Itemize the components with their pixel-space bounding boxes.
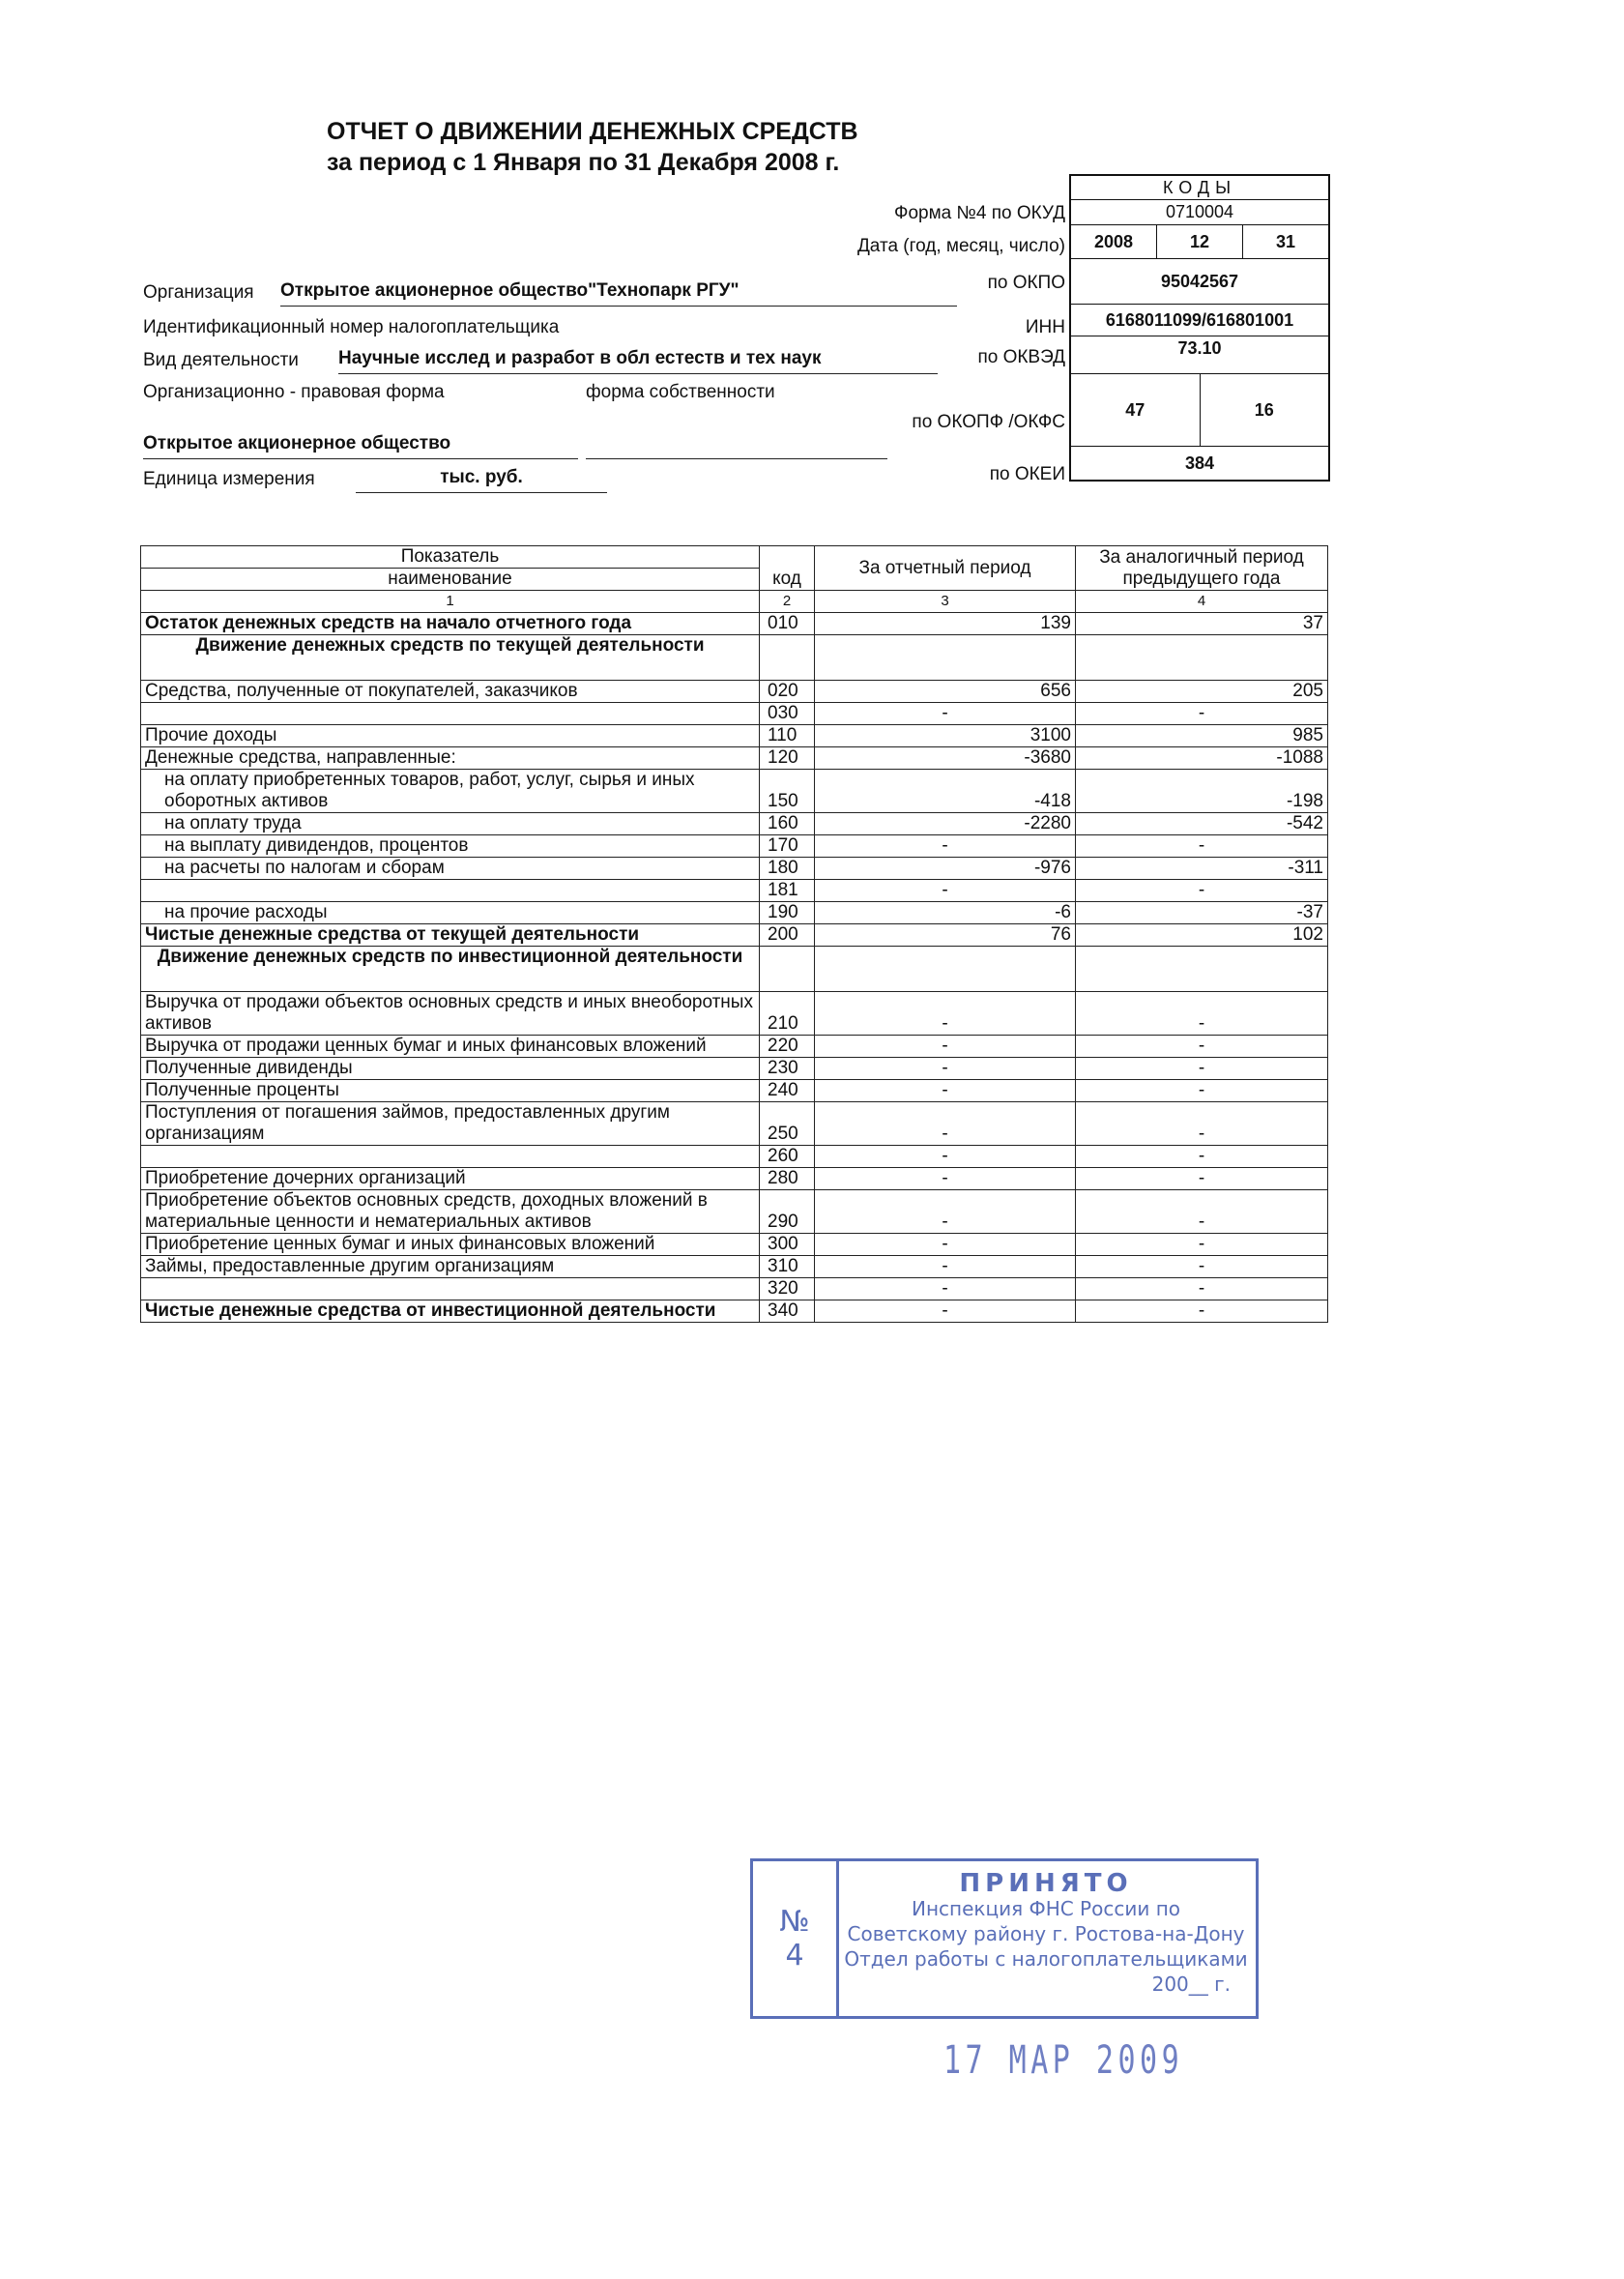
stamp-line-4: Отдел работы с налогоплательщиками <box>844 1947 1248 1971</box>
table-row <box>141 835 1328 858</box>
row-name: Прочие доходы <box>141 725 760 747</box>
row-current-value: - <box>815 1058 1076 1080</box>
date-label: Дата (год, месяц, число) <box>856 236 1065 256</box>
row-code: 190 <box>760 902 815 924</box>
stamp-line-5: 200__ г. <box>1151 1972 1231 1996</box>
row-current-value: - <box>815 1234 1076 1256</box>
row-code: 290 <box>760 1190 815 1234</box>
row-previous-value: - <box>1076 1300 1328 1323</box>
stamp-heading: ПРИНЯТО <box>959 1869 1133 1898</box>
row-current-value: - <box>815 1080 1076 1102</box>
table-row <box>141 1146 1328 1168</box>
row-code: 340 <box>760 1300 815 1323</box>
row-name: Полученные дивиденды <box>141 1058 760 1080</box>
table-row <box>141 880 1328 902</box>
empty-cell <box>815 635 1076 681</box>
row-name: Приобретение объектов основных средств, доходных вложений в материальные ценности и нематериальных активов <box>141 1190 760 1234</box>
row-code: 170 <box>760 835 815 858</box>
row-current-value: -6 <box>815 902 1076 924</box>
received-stamp <box>750 1858 1259 2019</box>
table-row <box>141 703 1328 725</box>
table-row <box>141 902 1328 924</box>
okopf-row <box>1071 374 1328 447</box>
row-name <box>141 880 760 902</box>
row-previous-value: - <box>1076 992 1328 1036</box>
row-name: на оплату приобретенных товаров, работ, услуг, сырья и иных оборотных активов <box>141 770 760 813</box>
row-current-value: 139 <box>815 613 1076 635</box>
row-current-value: - <box>815 1102 1076 1146</box>
row-code: 260 <box>760 1146 815 1168</box>
row-previous-value: 985 <box>1076 725 1328 747</box>
row-code: 010 <box>760 613 815 635</box>
row-previous-value: - <box>1076 1058 1328 1080</box>
stamp-no-sign: № <box>779 1905 810 1939</box>
table-row <box>141 681 1328 703</box>
table-row <box>141 1036 1328 1058</box>
row-name: Выручка от продажи ценных бумаг и иных финансовых вложений <box>141 1036 760 1058</box>
row-previous-value: -1088 <box>1076 747 1328 770</box>
table-row <box>141 1058 1328 1080</box>
row-name <box>141 1278 760 1300</box>
legal-form-value: Открытое акционерное общество <box>143 433 578 459</box>
date-month: 12 <box>1156 225 1242 258</box>
table-row <box>141 1256 1328 1278</box>
org-value: Открытое акционерное общество"Технопарк РГУ" <box>280 280 957 307</box>
row-current-value: - <box>815 880 1076 902</box>
table-row <box>141 635 1328 681</box>
header-indicator: Показатель <box>141 546 760 569</box>
row-current-value: -2280 <box>815 813 1076 835</box>
row-code: 110 <box>760 725 815 747</box>
row-current-value: - <box>815 1146 1076 1168</box>
row-current-value: - <box>815 1256 1076 1278</box>
table-row <box>141 947 1328 992</box>
header-name: наименование <box>141 569 760 591</box>
row-current-value: -976 <box>815 858 1076 880</box>
row-previous-value: - <box>1076 1256 1328 1278</box>
empty-cell <box>1076 947 1328 992</box>
okpo-value: 95042567 <box>1071 259 1328 305</box>
report-title: ОТЧЕТ О ДВИЖЕНИИ ДЕНЕЖНЫХ СРЕДСТВ <box>327 118 858 145</box>
okopf-label: по ОКОПФ /ОКФС <box>912 412 1065 432</box>
row-previous-value: -37 <box>1076 902 1328 924</box>
stamp-line-3: Советскому району г. Ростова-на-Дону <box>847 1922 1245 1945</box>
row-code: 181 <box>760 880 815 902</box>
table-row <box>141 858 1328 880</box>
row-name: на расчеты по налогам и сборам <box>141 858 760 880</box>
report-period: за период с 1 Января по 31 Декабря 2008 г. <box>327 149 840 176</box>
row-code: 020 <box>760 681 815 703</box>
row-current-value: -3680 <box>815 747 1076 770</box>
row-name: Приобретение дочерних организаций <box>141 1168 760 1190</box>
activity-label: Вид деятельности <box>143 350 299 370</box>
row-current-value: - <box>815 835 1076 858</box>
row-previous-value: - <box>1076 703 1328 725</box>
row-code: 320 <box>760 1278 815 1300</box>
row-previous-value: - <box>1076 1102 1328 1146</box>
row-previous-value: -542 <box>1076 813 1328 835</box>
row-previous-value: - <box>1076 835 1328 858</box>
section-heading: Движение денежных средств по текущей деятельности <box>141 635 760 681</box>
okpo-label: по ОКПО <box>987 273 1065 293</box>
row-previous-value: - <box>1076 1168 1328 1190</box>
org-label: Организация <box>143 282 254 303</box>
row-name: Займы, предоставленные другим организациям <box>141 1256 760 1278</box>
row-code: 120 <box>760 747 815 770</box>
stamp-line-2: Инспекция ФНС России по <box>911 1897 1181 1920</box>
row-name: Чистые денежные средства от инвестиционной деятельности <box>141 1300 760 1323</box>
row-code: 030 <box>760 703 815 725</box>
okfs-value: 16 <box>1200 374 1329 446</box>
row-current-value: - <box>815 1168 1076 1190</box>
row-name: Средства, полученные от покупателей, заказчиков <box>141 681 760 703</box>
ownership-label: форма собственности <box>586 382 775 402</box>
row-name: Приобретение ценных бумаг и иных финансовых вложений <box>141 1234 760 1256</box>
okved-label: по ОКВЭД <box>977 347 1065 367</box>
row-code: 280 <box>760 1168 815 1190</box>
unit-value: тыс. руб. <box>356 467 607 493</box>
date-row <box>1071 225 1328 259</box>
okopf-value: 47 <box>1125 399 1146 420</box>
row-code: 180 <box>760 858 815 880</box>
header-previous: За аналогичный период предыдущего года <box>1076 546 1328 591</box>
row-previous-value: - <box>1076 1278 1328 1300</box>
inn-value: 6168011099/616801001 <box>1071 305 1328 336</box>
row-current-value: 76 <box>815 924 1076 947</box>
legal-form-label: Организационно - правовая форма <box>143 382 445 402</box>
date-stamp: 17 МАР 2009 <box>943 2038 1184 2083</box>
table-row <box>141 1102 1328 1146</box>
row-previous-value: - <box>1076 1036 1328 1058</box>
empty-cell <box>760 947 815 992</box>
table-row <box>141 813 1328 835</box>
row-current-value: - <box>815 1190 1076 1234</box>
row-previous-value: - <box>1076 1146 1328 1168</box>
cash-flow-table <box>140 545 1328 1323</box>
okud-value: 0710004 <box>1071 200 1328 225</box>
row-name: на оплату труда <box>141 813 760 835</box>
row-name: Денежные средства, направленные: <box>141 747 760 770</box>
table-row <box>141 1300 1328 1323</box>
codes-header: КОДЫ <box>1071 176 1328 200</box>
row-code: 220 <box>760 1036 815 1058</box>
col-num-4: 4 <box>1076 591 1328 613</box>
stamp-number: 4 <box>785 1939 804 1972</box>
row-code: 150 <box>760 770 815 813</box>
row-current-value: - <box>815 1278 1076 1300</box>
row-code: 310 <box>760 1256 815 1278</box>
row-current-value: 3100 <box>815 725 1076 747</box>
row-code: 230 <box>760 1058 815 1080</box>
row-previous-value: -198 <box>1076 770 1328 813</box>
header-code: код <box>760 546 815 591</box>
row-code: 250 <box>760 1102 815 1146</box>
stamp-number-box <box>753 1861 839 2016</box>
row-name: Остаток денежных средств на начало отчетного года <box>141 613 760 635</box>
table-row <box>141 613 1328 635</box>
row-code: 160 <box>760 813 815 835</box>
row-current-value: - <box>815 1036 1076 1058</box>
inn-code-label: ИНН <box>1025 317 1065 337</box>
table-row <box>141 725 1328 747</box>
table-row <box>141 1080 1328 1102</box>
row-name <box>141 703 760 725</box>
section-heading: Движение денежных средств по инвестиционной деятельности <box>141 947 760 992</box>
table-row <box>141 1234 1328 1256</box>
row-current-value: - <box>815 703 1076 725</box>
row-current-value: - <box>815 992 1076 1036</box>
header-current: За отчетный период <box>815 546 1076 591</box>
empty-cell <box>1076 635 1328 681</box>
codes-box <box>1069 174 1330 482</box>
inn-label: Идентификационный номер налогоплательщика <box>143 317 560 337</box>
date-day: 31 <box>1242 225 1328 258</box>
row-name: Поступления от погашения займов, предоставленных другим организациям <box>141 1102 760 1146</box>
okei-label: по ОКЕИ <box>989 464 1065 484</box>
table-header-row <box>141 546 1328 569</box>
empty-cell <box>815 947 1076 992</box>
table-row <box>141 1278 1328 1300</box>
row-previous-value: - <box>1076 880 1328 902</box>
row-previous-value: - <box>1076 1234 1328 1256</box>
row-name: Чистые денежные средства от текущей деятельности <box>141 924 760 947</box>
table-row <box>141 924 1328 947</box>
row-previous-value: 205 <box>1076 681 1328 703</box>
row-name: Полученные проценты <box>141 1080 760 1102</box>
row-previous-value: 37 <box>1076 613 1328 635</box>
row-code: 200 <box>760 924 815 947</box>
table-row <box>141 747 1328 770</box>
row-name <box>141 1146 760 1168</box>
row-code: 210 <box>760 992 815 1036</box>
row-name: Выручка от продажи объектов основных средств и иных внеоборотных активов <box>141 992 760 1036</box>
report-title-block <box>327 116 858 178</box>
okei-value: 384 <box>1184 453 1215 473</box>
row-current-value: 656 <box>815 681 1076 703</box>
okud-label: Форма №4 по ОКУД <box>894 203 1065 223</box>
col-num-1: 1 <box>141 591 760 613</box>
row-name: на прочие расходы <box>141 902 760 924</box>
row-name: на выплату дивидендов, процентов <box>141 835 760 858</box>
okved-value: 73.10 <box>1071 336 1328 374</box>
col-num-3: 3 <box>815 591 1076 613</box>
row-code: 240 <box>760 1080 815 1102</box>
row-current-value: - <box>815 1300 1076 1323</box>
col-num-2: 2 <box>760 591 815 613</box>
table-row <box>141 1168 1328 1190</box>
table-row <box>141 1190 1328 1234</box>
empty-cell <box>760 635 815 681</box>
table-row <box>141 770 1328 813</box>
table-row <box>141 992 1328 1036</box>
stamp-text <box>842 1871 1250 1997</box>
row-current-value: -418 <box>815 770 1076 813</box>
row-previous-value: -311 <box>1076 858 1328 880</box>
activity-value: Научные исслед и разработ в обл естеств и тех наук <box>338 348 938 374</box>
row-previous-value: - <box>1076 1080 1328 1102</box>
row-previous-value: 102 <box>1076 924 1328 947</box>
ownership-line <box>586 458 887 459</box>
row-code: 300 <box>760 1234 815 1256</box>
unit-label: Единица измерения <box>143 469 315 489</box>
row-previous-value: - <box>1076 1190 1328 1234</box>
date-year: 2008 <box>1093 231 1134 251</box>
column-number-row <box>141 591 1328 613</box>
